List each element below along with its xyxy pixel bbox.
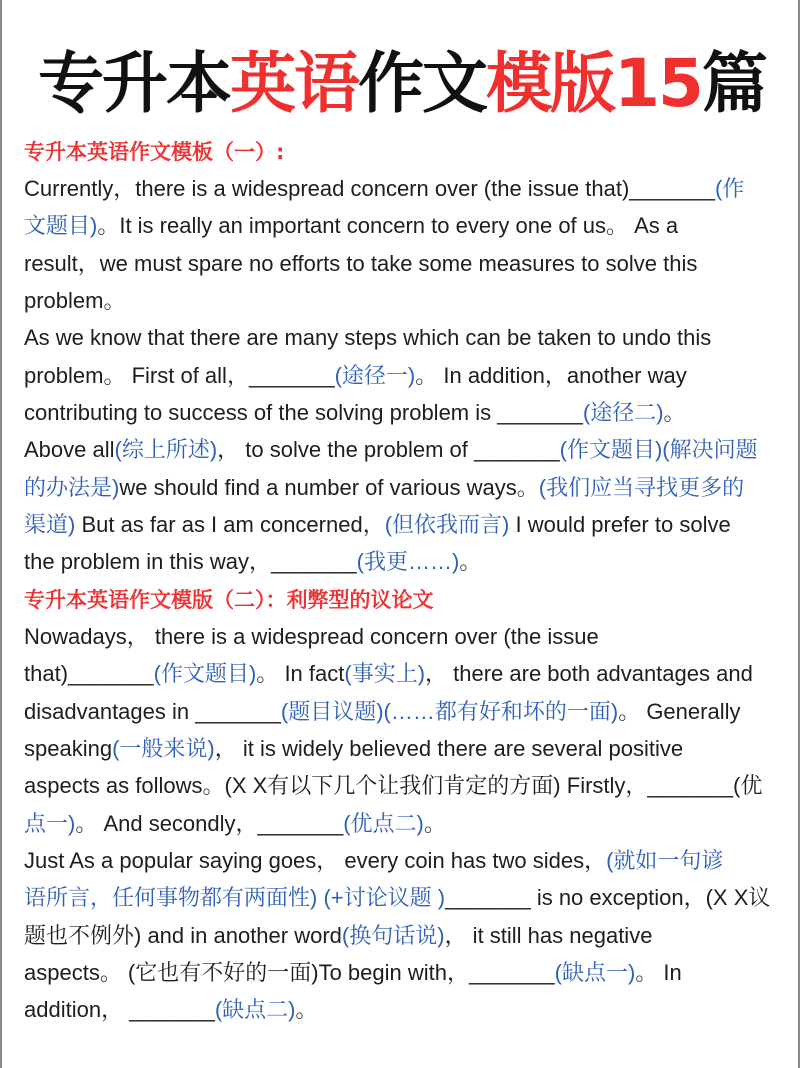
- title-part: 作文: [358, 45, 487, 122]
- text: Above all: [24, 437, 115, 462]
- paragraph-line: [24, 958, 682, 988]
- paragraph-line: [24, 361, 687, 391]
- text: 。: [423, 811, 446, 836]
- annotation: (途径二): [582, 400, 664, 425]
- paragraph-line: [24, 921, 652, 951]
- annotation: (综上所述): [114, 437, 218, 462]
- paragraph-line: [24, 809, 446, 839]
- paragraph-line: [24, 734, 683, 764]
- section-heading: 专升本英语作文模板（一）:: [24, 140, 285, 164]
- paragraph-line: [24, 174, 744, 204]
- annotation: (题目议题)(……都有好和坏的一面): [280, 699, 619, 724]
- text: contributing to success of the solving problem is _______: [24, 400, 583, 425]
- paragraph-line: [24, 995, 318, 1025]
- text: 。: [663, 400, 686, 425]
- text: Nowadays， there is a widespread concern over (the issue: [24, 624, 599, 649]
- paragraph-line: [24, 435, 758, 465]
- section-heading: 专升本英语作文模版（二）：利弊型的议论文: [24, 588, 434, 612]
- paragraph-line: [24, 211, 678, 241]
- text: we should find a number of various ways。: [119, 475, 539, 500]
- title-part: 篇: [701, 45, 766, 122]
- paragraph-line: [24, 510, 731, 540]
- text: problem。 First of all，_______: [24, 363, 335, 388]
- paragraph-line: [24, 659, 753, 689]
- text: ， it is widely believed there are several positive: [214, 736, 684, 761]
- annotation: (换句话说): [341, 923, 445, 948]
- annotation: 渠道): [24, 512, 76, 537]
- text: As we know that there are many steps which can be taken to undo this: [24, 325, 712, 350]
- text: I would prefer to solve: [509, 512, 731, 537]
- annotation: (作文题目): [153, 661, 257, 686]
- annotation: (作文题目)(解决问题: [559, 437, 758, 462]
- text: 。 In addition，another way: [415, 363, 687, 388]
- annotation: (就如一句谚: [606, 848, 724, 873]
- paragraph-line: [24, 622, 599, 652]
- text: ， to solve the problem of _______: [217, 437, 560, 462]
- title-part-accent: 英语: [230, 45, 359, 122]
- annotation: (我们应当寻找更多的: [538, 475, 745, 500]
- title-part-accent: 模版15: [486, 45, 702, 122]
- annotation: (事实上): [344, 661, 426, 686]
- text: 。 In: [635, 960, 682, 985]
- annotation: (作: [714, 176, 745, 201]
- annotation: 的办法是): [24, 475, 120, 500]
- paragraph-line: [24, 846, 723, 876]
- text: problem。: [24, 288, 126, 313]
- title-part: 专升本: [38, 45, 231, 122]
- text: result，we must spare no efforts to take some measures to solve this: [24, 251, 698, 276]
- text: aspects as follows。(X X有以下几个让我们肯定的方面) Firstly，_______(优: [24, 773, 763, 798]
- text: 。 Generally: [618, 699, 741, 724]
- text: 。It is really an important concern to every one of us。 As a: [97, 213, 679, 238]
- text: Currently，there is a widespread concern over (the issue that)_______: [24, 176, 715, 201]
- annotation: 语所言，任何事物都有两面性) (+讨论议题 ): [24, 885, 446, 910]
- text: 。 In fact: [256, 661, 345, 686]
- paragraph-line: [24, 398, 686, 428]
- annotation: (途径一): [334, 363, 416, 388]
- annotation: 文题目): [24, 213, 98, 238]
- paragraph-line: [24, 249, 697, 279]
- text: speaking: [24, 736, 113, 761]
- annotation: (但依我而言): [384, 512, 510, 537]
- annotation: (一般来说): [112, 736, 215, 761]
- text: _______ is no exception，(X X议: [445, 885, 771, 910]
- text: 。: [295, 997, 318, 1022]
- paragraph-line: [24, 323, 711, 353]
- paragraph-line: [24, 473, 744, 503]
- text: 。: [459, 549, 482, 574]
- annotation: 点一): [24, 811, 76, 836]
- paragraph-line: [24, 697, 740, 727]
- paragraph-line: [24, 883, 770, 913]
- page-title: [2, 44, 800, 124]
- text: But as far as I am concerned，: [75, 512, 385, 537]
- paragraph-line: [24, 286, 125, 316]
- text: addition， _______: [24, 997, 215, 1022]
- annotation: (缺点二): [214, 997, 296, 1022]
- annotation: (缺点一): [554, 960, 636, 985]
- text: disadvantages in _______: [24, 699, 281, 724]
- text: ， it still has negative: [444, 923, 653, 948]
- text: Just As a popular saying goes， every coin has two sides，: [24, 848, 607, 873]
- annotation: (我更……): [356, 549, 460, 574]
- text: aspects。 (它也有不好的一面)To begin with，_______: [24, 960, 555, 985]
- paragraph-line: [24, 547, 481, 577]
- paragraph-line: [24, 771, 762, 801]
- text: that)_______: [24, 661, 154, 686]
- text: the problem in this way，_______: [24, 549, 357, 574]
- text: 。 And secondly，_______: [75, 811, 344, 836]
- annotation: (优点二): [343, 811, 424, 836]
- text: ， there are both advantages and: [425, 661, 753, 686]
- text: 题也不例外) and in another word: [24, 923, 342, 948]
